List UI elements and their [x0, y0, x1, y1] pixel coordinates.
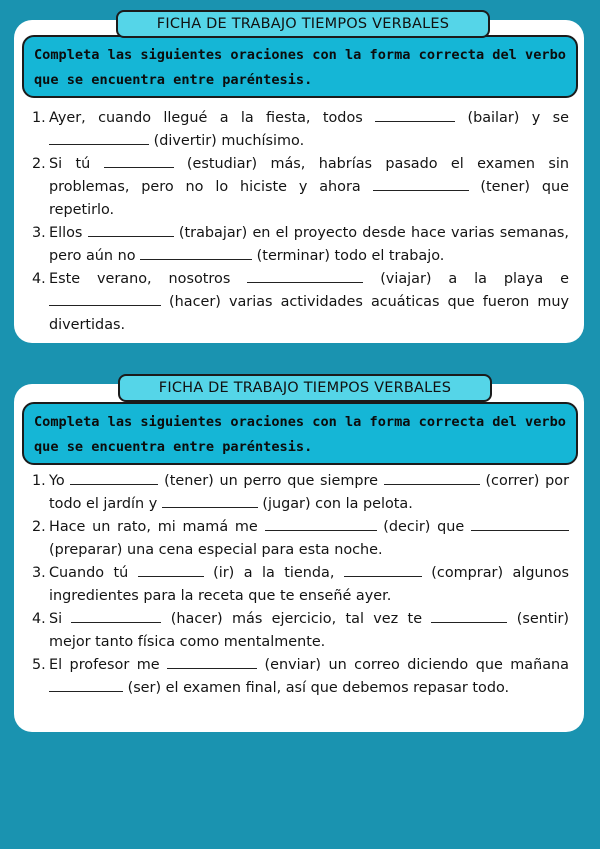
answer-blank[interactable] — [162, 493, 258, 508]
answer-blank[interactable] — [344, 562, 422, 577]
exercise-number: 1. — [32, 473, 46, 489]
answer-blank[interactable] — [471, 516, 569, 531]
answer-blank[interactable] — [49, 677, 123, 692]
exercise-number: 3. — [32, 225, 46, 241]
exercise-text: Si tú — [49, 156, 104, 172]
exercise-text: (trabajar) en el proyecto desde hace varias semanas, pero aún no — [49, 225, 569, 264]
answer-blank[interactable] — [71, 608, 161, 623]
answer-blank[interactable] — [431, 608, 507, 623]
exercise-number: 3. — [32, 565, 46, 581]
answer-blank[interactable] — [373, 176, 469, 191]
exercise-list — [32, 107, 569, 337]
exercise-text: Yo — [49, 473, 71, 489]
exercise-text: (sentir) mejor tanto física como mentalmente. — [49, 611, 569, 650]
exercise-text: (jugar) con la pelota. — [257, 496, 413, 512]
exercise-number: 2. — [32, 156, 46, 172]
answer-blank[interactable] — [49, 130, 149, 145]
exercise-text: (enviar) un correo diciendo que mañana — [257, 657, 569, 673]
exercise-text: (ser) el examen final, así que debemos repasar todo. — [123, 680, 510, 696]
answer-blank[interactable] — [167, 654, 257, 669]
instruction-box: Completa las siguientes oraciones con la forma correcta del verbo que se encuentra entre paréntesis. — [22, 402, 578, 465]
exercise-text: (terminar) todo el trabajo. — [252, 248, 445, 264]
exercise-text: (estudiar) más, habrías pasado el examen sin problemas, pero no lo hiciste y ahora — [49, 156, 569, 195]
exercise-text: (correr) por todo el jardín y — [49, 473, 569, 512]
exercise-text: Si — [49, 611, 72, 627]
exercise-item — [32, 654, 569, 700]
answer-blank[interactable] — [49, 291, 161, 306]
instruction-box: Completa las siguientes oraciones con la forma correcta del verbo que se encuentra entre paréntesis. — [22, 35, 578, 98]
exercise-item — [32, 562, 569, 608]
answer-blank[interactable] — [140, 245, 252, 260]
exercise-text: Ellos — [49, 225, 88, 241]
exercise-text: (tener) un perro que siempre — [158, 473, 384, 489]
exercise-text: Cuando tú — [49, 565, 138, 581]
exercise-text: El profesor me — [49, 657, 168, 673]
answer-blank[interactable] — [247, 268, 363, 283]
exercise-text: Este verano, nosotros — [49, 271, 248, 287]
exercise-list — [32, 470, 569, 700]
exercise-text: (viajar) a la playa e — [363, 271, 569, 287]
exercise-text: (comprar) algunos ingredientes para la receta que te enseñé ayer. — [49, 565, 569, 604]
exercise-text: (tener) que repetirlo. — [49, 179, 569, 218]
exercise-text: (ir) a la tienda, — [203, 565, 344, 581]
exercise-item — [32, 470, 569, 516]
answer-blank[interactable] — [70, 470, 158, 485]
exercise-item — [32, 153, 569, 222]
exercise-number: 4. — [32, 611, 46, 627]
exercise-number: 4. — [32, 271, 46, 287]
exercise-text: Hace un rato, mi mamá me — [49, 519, 265, 535]
exercise-text: (bailar) y se — [455, 110, 569, 126]
exercise-number: 1. — [32, 110, 46, 126]
exercise-text: Ayer, cuando llegué a la fiesta, todos — [49, 110, 376, 126]
exercise-item — [32, 268, 569, 337]
exercise-text: (hacer) varias actividades acuáticas que fueron muy divertidas. — [49, 294, 569, 333]
exercise-number: 2. — [32, 519, 46, 535]
worksheet-card-1 — [14, 16, 584, 343]
exercise-item — [32, 516, 569, 562]
answer-blank[interactable] — [265, 516, 377, 531]
exercise-item — [32, 222, 569, 268]
exercise-text: (divertir) muchísimo. — [149, 133, 305, 149]
exercise-text: (preparar) una cena especial para esta noche. — [49, 542, 383, 558]
exercise-number: 5. — [32, 657, 46, 673]
exercise-item — [32, 107, 569, 153]
exercise-item — [32, 608, 569, 654]
worksheet-title: FICHA DE TRABAJO TIEMPOS VERBALES — [118, 374, 492, 402]
exercise-text: (decir) que — [376, 519, 471, 535]
exercise-text: (hacer) más ejercicio, tal vez te — [161, 611, 432, 627]
answer-blank[interactable] — [138, 562, 204, 577]
answer-blank[interactable] — [104, 153, 174, 168]
answer-blank[interactable] — [88, 222, 174, 237]
answer-blank[interactable] — [375, 107, 455, 122]
answer-blank[interactable] — [384, 470, 480, 485]
worksheet-card-2 — [14, 380, 584, 732]
worksheet-title: FICHA DE TRABAJO TIEMPOS VERBALES — [116, 10, 490, 38]
